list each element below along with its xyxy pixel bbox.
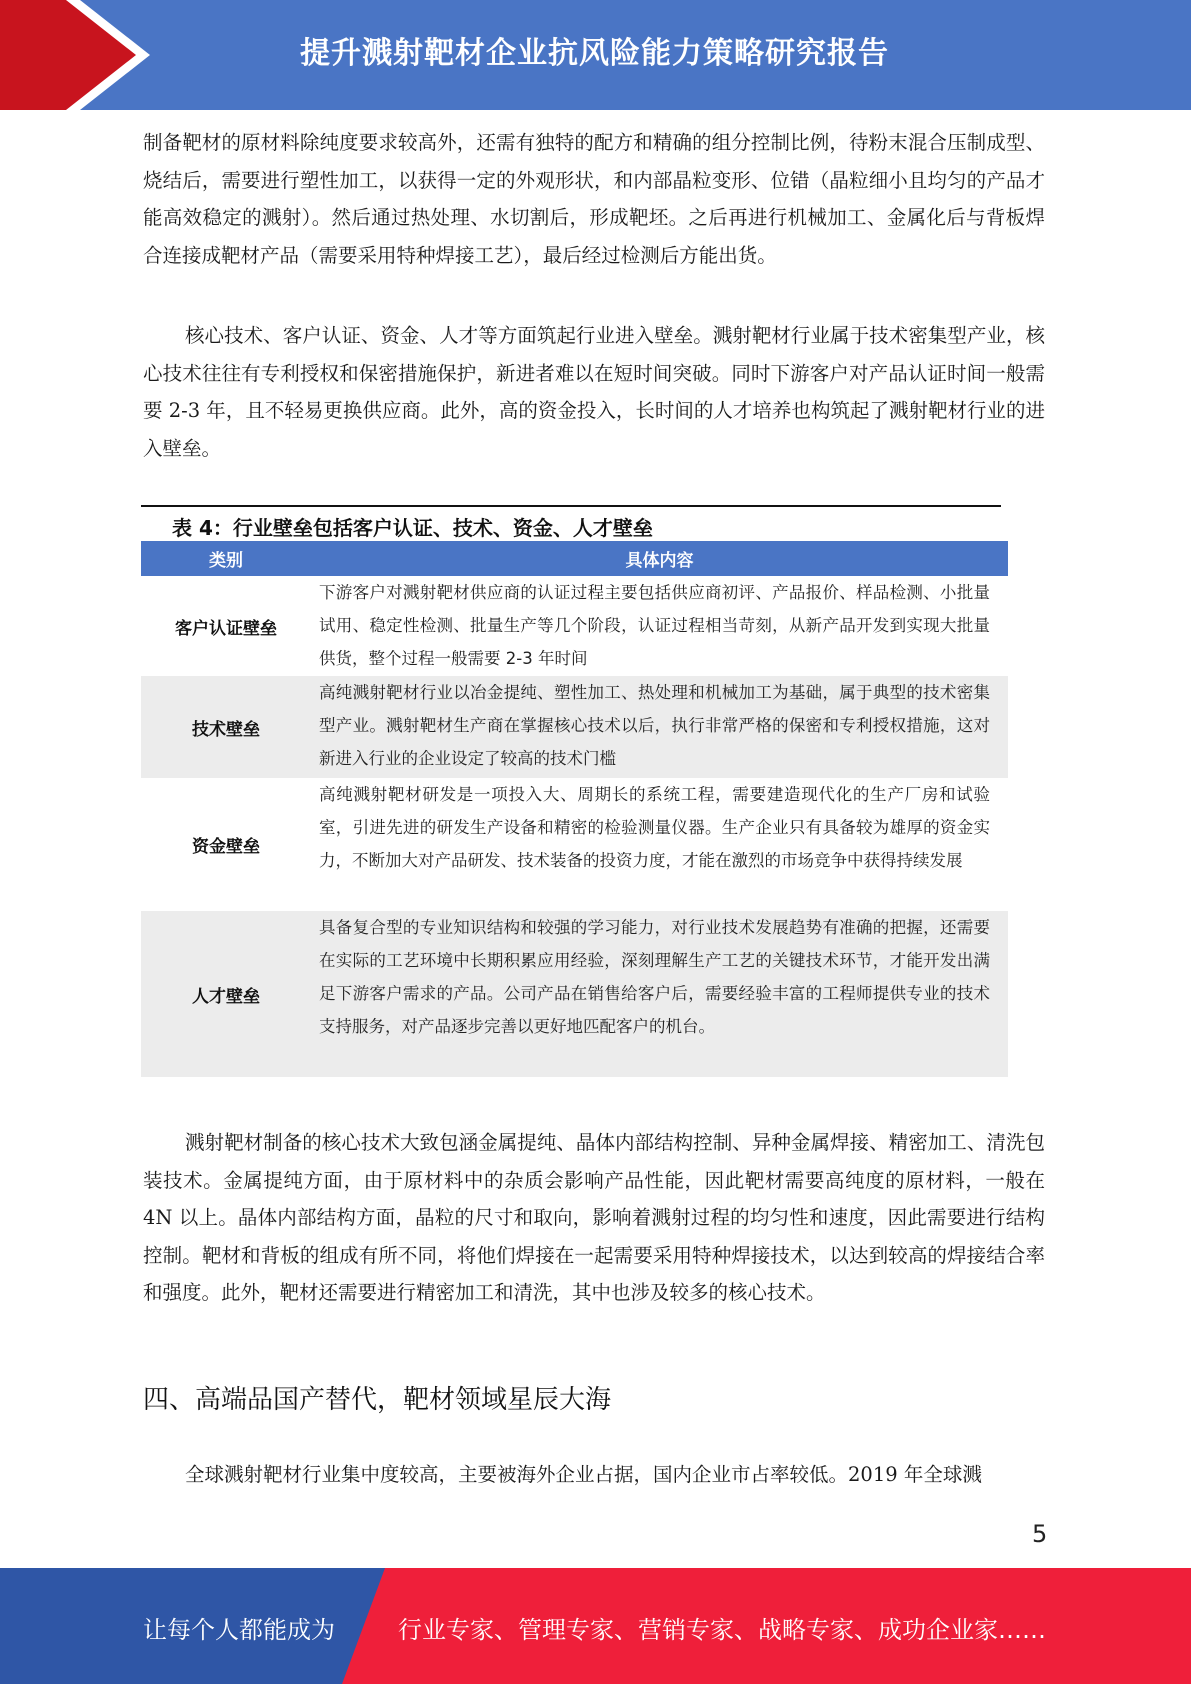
section-heading: 四、高端品国产替代，靶材领域星辰大海 xyxy=(143,1385,612,1415)
table-row xyxy=(141,778,1008,911)
barriers-table xyxy=(141,541,1008,1077)
table-header-content: 具体内容 xyxy=(625,551,694,571)
footer-slogan-left: 让每个人都能成为 xyxy=(143,1616,335,1644)
table-cell-content: 高纯溅射靶材研发是一项投入大、周期长的系统工程，需要建造现代化的生产厂房和试验室，引进先进的研发生产设备和精密的检验测量仪器。生产企业只有具备较为雄厚的资金实力，不断加大对产品研发、技术装备的投资力度，才能在激烈的市场竞争中获得持续发展 xyxy=(319,785,990,870)
body-paragraph-4: 全球溅射靶材行业集中度较高，主要被海外企业占据，国内企业市占率较低。2019 年全球溅 xyxy=(185,1463,982,1486)
report-title: 提升溅射靶材企业抗风险能力策略研究报告 xyxy=(300,36,889,71)
table-cell-content: 高纯溅射靶材行业以冶金提纯、塑性加工、热处理和机械加工为基础，属于典型的技术密集型产业。溅射靶材生产商在掌握核心技术以后，执行非常严格的保密和专利授权措施，这对新进入行业的企业设定了较高的技术门槛 xyxy=(319,683,990,768)
table-cell-category: 技术壁垒 xyxy=(192,719,260,740)
table-caption: 表 4：行业壁垒包括客户认证、技术、资金、人才壁垒 xyxy=(172,516,653,540)
page-number: 5 xyxy=(1032,1520,1048,1548)
table-header-category: 类别 xyxy=(209,551,243,571)
table-header-row xyxy=(141,541,1008,576)
footer-slogan-right: 行业专家、管理专家、营销专家、战略专家、成功企业家…… xyxy=(398,1616,1046,1644)
table-row xyxy=(141,911,1008,1077)
table-row xyxy=(141,676,1008,778)
table-cell-category: 资金壁垒 xyxy=(192,837,260,857)
table-cell-category: 人才壁垒 xyxy=(192,986,260,1007)
table-cell-content: 下游客户对溅射靶材供应商的认证过程主要包括供应商初评、产品报价、样品检测、小批量试用、稳定性检测、批量生产等几个阶段，认证过程相当苛刻，从新产品开发到实现大批量供货，整个过程一般需要 2-3 年时间 xyxy=(319,583,990,668)
body-paragraph-1: 制备靶材的原材料除纯度要求较高外，还需有独特的配方和精确的组分控制比例，待粉末混合压制成型、烧结后，需要进行塑性加工，以获得一定的外观形状，和内部晶粒变形、位错（晶粒细小且均匀的产品才能高效稳定的溅射）。然后通过热处理、水切割后，形成靶坯。之后再进行机械加工、金属化后与背板焊合连接成靶材产品（需要采用特种焊接工艺），最后经过检测后方能出货。 xyxy=(143,131,1045,267)
table-cell-content: 具备复合型的专业知识结构和较强的学习能力，对行业技术发展趋势有准确的把握，还需要在实际的工艺环境中长期积累应用经验，深刻理解生产工艺的关键技术环节，才能开发出满足下游客户需求的产品。公司产品在销售给客户后，需要经验丰富的工程师提供专业的技术支持服务，对产品逐步完善以更好地匹配客户的机台。 xyxy=(319,918,990,1036)
page-header xyxy=(0,0,1191,110)
body-paragraph-2: 核心技术、客户认证、资金、人才等方面筑起行业进入壁垒。溅射靶材行业属于技术密集型产业，核心技术往往有专利授权和保密措施保护，新进者难以在短时间突破。同时下游客户对产品认证时间一般需要 2-3 年，且不轻易更换供应商。此外，高的资金投入，长时间的人才培养也构筑起了溅射靶材行业的进入壁垒。 xyxy=(143,324,1045,460)
table-row xyxy=(141,576,1008,676)
body-paragraph-3: 溅射靶材制备的核心技术大致包涵金属提纯、晶体内部结构控制、异种金属焊接、精密加工、清洗包装技术。金属提纯方面，由于原材料中的杂质会影响产品性能，因此靶材需要高纯度的原材料，一般在 4N 以上。晶体内部结构方面，晶粒的尺寸和取向，影响着溅射过程的均匀性和速度，因此需要进行结构控制。靶材和背板的组成有所不同，将他们焊接在一起需要采用特种焊接技术，以达到较高的焊接结合率和强度。此外，靶材还需要进行精密加工和清洗，其中也涉及较多的核心技术。 xyxy=(143,1131,1045,1304)
table-top-rule xyxy=(141,505,1001,507)
table-cell-category: 客户认证壁垒 xyxy=(175,618,277,639)
page-footer xyxy=(0,1568,1191,1684)
